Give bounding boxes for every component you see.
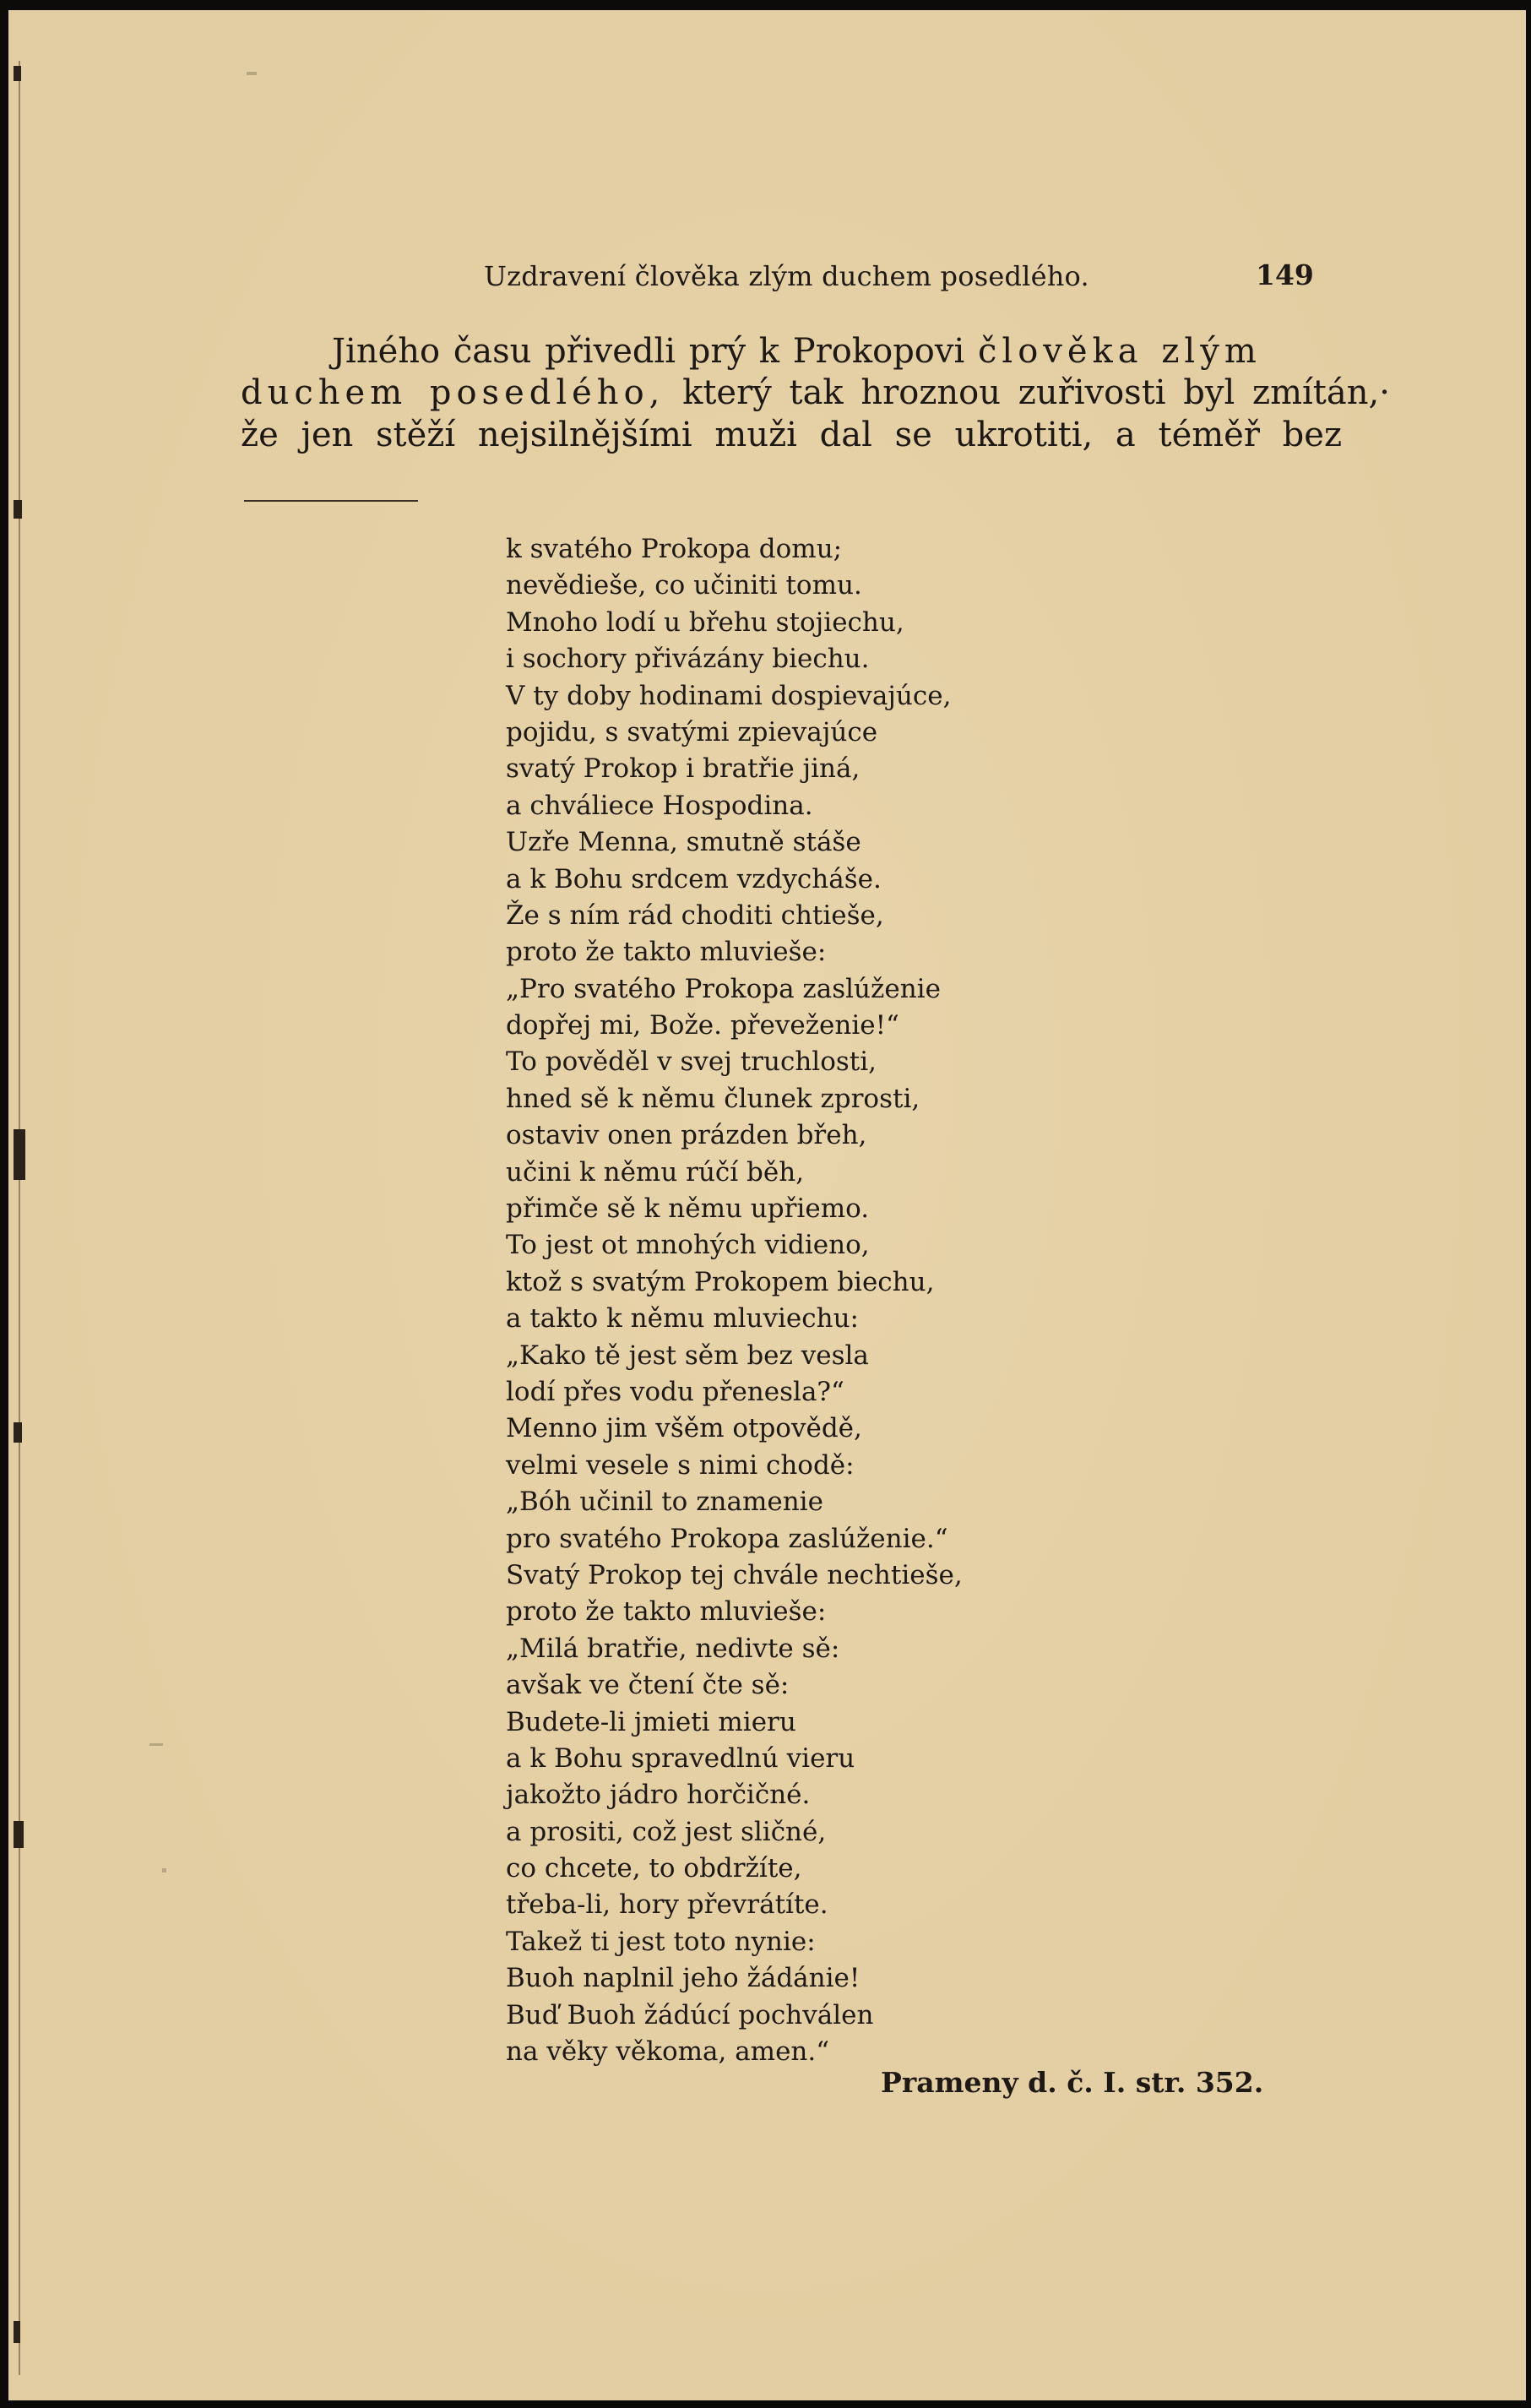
running-head: Uzdravení člověka zlým duchem posedlého. (484, 260, 1089, 292)
paper-speck (162, 1868, 166, 1873)
prose-line (241, 416, 1342, 454)
verse-line: jakožto jádro horčičné. (506, 1780, 811, 1811)
verse-line: na věky věkoma, amen.“ (506, 2036, 830, 2068)
verse-line: dopřej mi, Bože. převeženie!“ (506, 1010, 899, 1041)
verse-line: svatý Prokop i bratřie jiná, (506, 753, 861, 785)
prose-spaced-text: duchem posedlého, (241, 373, 665, 412)
book-page (8, 10, 1526, 2400)
prose-spaced-text: člověka zlým (978, 332, 1262, 371)
verse-line: Buď Buoh žádúcí pochválen (506, 1999, 874, 2030)
prose-line (241, 373, 1390, 412)
prose-text: který tak hroznou zuřivosti byl zmítán,· (665, 373, 1390, 412)
binding-mark (14, 1821, 24, 1848)
verse-line: Uzře Menna, smutně stáše (506, 827, 861, 858)
verse-line: ktož s svatým Prokopem biechu, (506, 1266, 935, 1297)
paper-speck (247, 72, 257, 75)
verse-line: co chcete, to obdržíte, (506, 1853, 802, 1884)
prose-line (332, 332, 1262, 371)
verse-line: To pověděl v svej truchlosti, (506, 1046, 877, 1078)
spine-edge (19, 61, 20, 2375)
binding-mark (14, 1129, 25, 1180)
verse-line: nevědieše, co učiniti tomu. (506, 570, 862, 601)
verse-line: a k Bohu spravedlnú vieru (506, 1742, 855, 1774)
verse-line: učini k němu rúčí běh, (506, 1156, 805, 1188)
verse-line: pro svatého Prokopa zaslúženie.“ (506, 1523, 948, 1554)
verse-line: a chváliece Hospodina. (506, 790, 813, 821)
verse-line: Menno jim všěm otpovědě, (506, 1413, 862, 1444)
verse-line: a k Bohu srdcem vzdycháše. (506, 863, 882, 894)
verse-line: „Milá bratřie, nedivte sě: (506, 1633, 840, 1664)
verse-line: třeba-li, hory převrátíte. (506, 1889, 828, 1921)
verse-block (506, 531, 963, 2070)
verse-line: k svatého Prokopa domu; (506, 534, 843, 564)
verse-line: avšak ve čtení čte sě: (506, 1670, 790, 1701)
verse-line: proto že takto mluvieše: (506, 1596, 827, 1628)
binding-mark (14, 1422, 22, 1443)
prose-text: Jiného času přivedli prý k Prokopovi (332, 332, 978, 371)
binding-mark (14, 2321, 20, 2343)
verse-line: Že s ním rád choditi chtieše, (506, 900, 884, 931)
verse-line: a prositi, což jest sličné, (506, 1816, 827, 1847)
source-citation: Prameny d. č. I. str. 352. (881, 2066, 1264, 2099)
verse-line: „Pro svatého Prokopa zaslúženie (506, 973, 941, 1004)
page-number: 149 (1256, 258, 1314, 291)
verse-line: ostaviv onen prázden břeh, (506, 1120, 867, 1151)
verse-line: Takež ti jest toto nynie: (506, 1926, 816, 1957)
footnote-rule (244, 500, 418, 502)
verse-line: V ty doby hodinami dospievajúce, (506, 680, 952, 711)
paper-speck (149, 1743, 163, 1746)
verse-line: i sochory přivázány biechu. (506, 644, 870, 675)
verse-line: Buoh naplnil jeho žádánie! (506, 1963, 861, 1994)
verse-line: „Bóh učinil to znamenie (506, 1487, 823, 1518)
verse-line: Mnoho lodí u břehu stojiechu, (506, 606, 904, 638)
prose-text: že jen stěží nejsilnějšími muži dal se ukrotiti, a téměř bez (241, 416, 1343, 454)
verse-line: přimče sě k němu upřiemo. (506, 1193, 870, 1225)
verse-line: Budete-li jmieti mieru (506, 1706, 796, 1737)
verse-line: To jest ot mnohých vidieno, (506, 1230, 870, 1261)
verse-line: „Kako tě jest sěm bez vesla (506, 1340, 869, 1371)
verse-line: proto že takto mluvieše: (506, 937, 827, 968)
verse-line: Svatý Prokop tej chvále nechtieše, (506, 1559, 963, 1590)
verse-line: pojidu, s svatými zpievajúce (506, 716, 878, 747)
verse-line: lodí přes vodu přenesla?“ (506, 1376, 844, 1407)
binding-mark (14, 66, 21, 81)
verse-line: a takto k němu mluviechu: (506, 1303, 859, 1334)
verse-line: velmi vesele s nimi chodě: (506, 1449, 855, 1481)
binding-mark (14, 500, 22, 519)
verse-line: hned sě k němu člunek zprosti, (506, 1083, 920, 1114)
